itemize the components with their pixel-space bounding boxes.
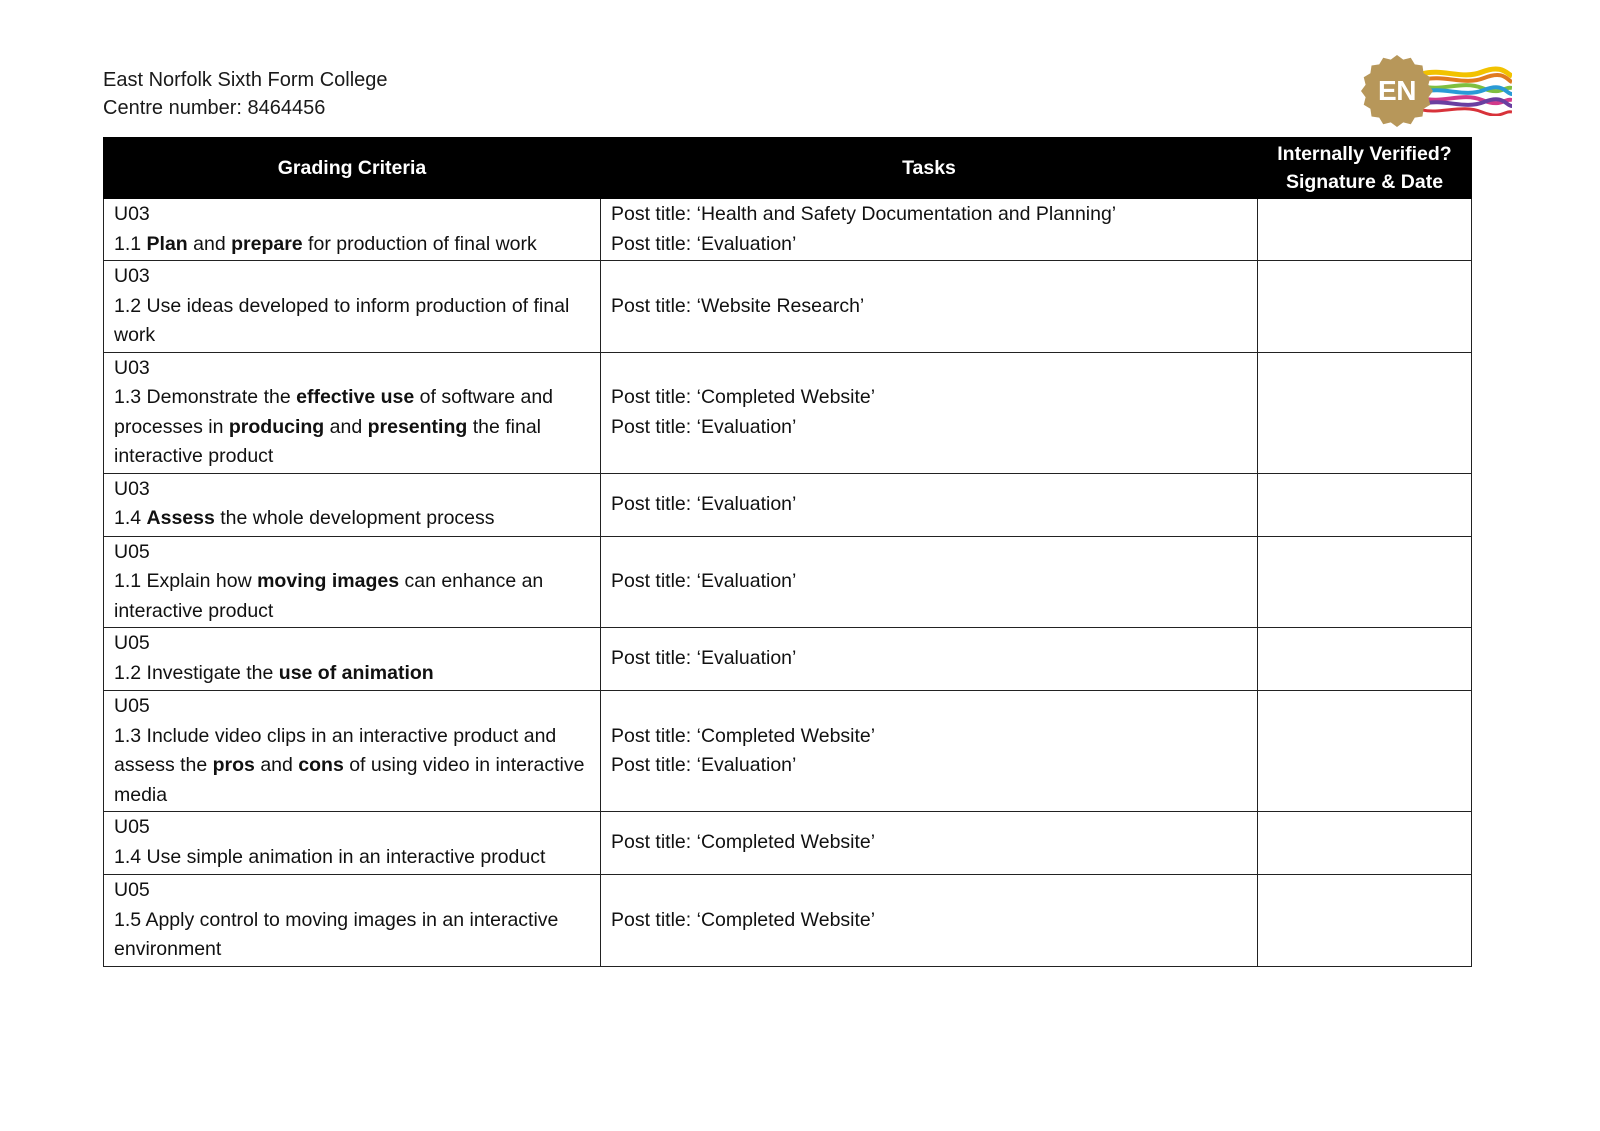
tasks-cell — [601, 812, 1258, 875]
criterion-segment: 1.4 Use simple animation in an interactive product — [114, 845, 546, 868]
criterion-text — [114, 504, 590, 534]
tasks-cell — [601, 875, 1258, 967]
table-row — [104, 875, 1472, 967]
verification-signature-cell[interactable] — [1258, 199, 1472, 261]
grading-criterion-cell — [104, 628, 601, 691]
grading-criteria-table — [103, 137, 1472, 967]
tasks-cell — [601, 352, 1258, 473]
header-internally-verified — [1258, 138, 1472, 199]
criterion-keyword: prepare — [231, 232, 303, 255]
criterion-keyword: presenting — [367, 415, 468, 438]
criterion-segment: of software and processes in — [114, 386, 554, 438]
unit-code: U05 — [114, 632, 150, 654]
task-post-title: Post title: ‘Evaluation’ — [611, 232, 797, 255]
task-post-title: Post title: ‘Completed Website’ — [611, 724, 876, 747]
verification-signature-cell[interactable] — [1258, 875, 1472, 967]
grading-criterion-cell — [104, 875, 601, 967]
criterion-text — [114, 722, 590, 811]
unit-code: U05 — [114, 540, 150, 563]
criterion-segment: and — [254, 754, 299, 776]
criterion-keyword: pros — [212, 754, 255, 776]
task-post-title: Post title: ‘Health and Safety Documentation and Planning’ — [611, 203, 1117, 225]
tasks-cell — [601, 691, 1258, 812]
logo-text: EN — [1378, 75, 1416, 106]
tasks-cell — [601, 261, 1258, 353]
unit-code: U03 — [114, 265, 150, 287]
task-post-title: Post title: ‘Completed Website’ — [611, 908, 876, 931]
grading-criterion-cell — [104, 199, 601, 261]
table-row — [104, 199, 1472, 261]
grading-criterion-cell — [104, 352, 601, 473]
criterion-segment: the whole development process — [214, 507, 495, 529]
criterion-keyword: effective use — [296, 386, 415, 408]
table-row — [104, 536, 1472, 628]
table-row — [104, 812, 1472, 875]
criterion-text — [114, 292, 590, 351]
task-post-title: Post title: ‘Evaluation’ — [611, 754, 797, 776]
table-body — [104, 199, 1472, 967]
criterion-segment: 1.1 — [114, 232, 147, 255]
table-row — [104, 352, 1472, 473]
criterion-segment: 1.4 — [114, 507, 147, 529]
criterion-text — [114, 659, 590, 689]
criterion-keyword: moving images — [257, 570, 400, 592]
criterion-text — [114, 230, 590, 260]
header-tasks: Tasks — [601, 138, 1258, 199]
criterion-segment: 1.5 Apply control to moving images in an interactive environment — [114, 908, 559, 960]
criterion-segment: 1.3 Include video clips in an interactive product and assess the — [114, 724, 557, 776]
verification-signature-cell[interactable] — [1258, 812, 1472, 875]
unit-code: U03 — [114, 203, 150, 225]
task-post-title: Post title: ‘Evaluation’ — [611, 415, 797, 438]
criterion-text — [114, 843, 590, 873]
verification-signature-cell[interactable] — [1258, 536, 1472, 628]
unit-code: U05 — [114, 879, 150, 901]
unit-code: U03 — [114, 477, 150, 500]
criterion-segment: can enhance an interactive product — [114, 570, 544, 622]
criterion-keyword: use of animation — [278, 661, 434, 684]
criterion-segment: and — [324, 415, 368, 438]
unit-code: U05 — [114, 695, 150, 717]
criterion-segment: 1.1 Explain how — [114, 570, 258, 592]
criterion-keyword: producing — [228, 415, 325, 438]
table-row — [104, 628, 1472, 691]
criterion-segment: 1.3 Demonstrate the — [114, 386, 297, 408]
logo-ribbons-graphic — [1422, 66, 1512, 116]
tasks-cell — [601, 199, 1258, 261]
task-post-title: Post title: ‘Completed Website’ — [611, 386, 876, 408]
grading-criterion-cell — [104, 261, 601, 353]
verification-signature-cell[interactable] — [1258, 261, 1472, 353]
criterion-segment: and — [187, 232, 232, 255]
header-grading-criteria: Grading Criteria — [104, 138, 601, 199]
grading-criterion-cell — [104, 691, 601, 812]
task-post-title: Post title: ‘Evaluation’ — [611, 492, 797, 515]
unit-code: U05 — [114, 816, 150, 838]
criterion-text — [114, 906, 590, 965]
criterion-keyword: Plan — [146, 232, 188, 255]
task-post-title: Post title: ‘Evaluation’ — [611, 570, 797, 592]
verification-signature-cell[interactable] — [1258, 352, 1472, 473]
table-row — [104, 691, 1472, 812]
table-header-row — [104, 138, 1472, 199]
criterion-keyword: Assess — [146, 507, 215, 529]
verification-signature-cell[interactable] — [1258, 691, 1472, 812]
college-logo — [1360, 52, 1510, 134]
criterion-segment: 1.2 Investigate the — [114, 661, 279, 684]
criterion-segment: the final interactive product — [114, 415, 541, 467]
criterion-text — [114, 383, 590, 472]
criterion-keyword: cons — [298, 754, 344, 776]
grading-criterion-cell — [104, 536, 601, 628]
task-post-title: Post title: ‘Evaluation’ — [611, 647, 797, 670]
criterion-segment: of using video in interactive media — [114, 754, 585, 806]
criterion-segment: 1.2 Use ideas developed to inform production of final work — [114, 294, 570, 346]
document-header — [103, 66, 388, 122]
verification-signature-cell[interactable] — [1258, 473, 1472, 536]
centre-number: Centre number: 8464456 — [103, 97, 326, 119]
table-row — [104, 261, 1472, 353]
table-row — [104, 473, 1472, 536]
unit-code: U03 — [114, 356, 150, 379]
verification-signature-cell[interactable] — [1258, 628, 1472, 691]
task-post-title: Post title: ‘Completed Website’ — [611, 831, 876, 854]
criterion-segment: for production of final work — [302, 232, 537, 255]
criterion-text — [114, 567, 590, 626]
grading-criterion-cell — [104, 812, 601, 875]
tasks-cell — [601, 628, 1258, 691]
header-verified-line1: Internally Verified? — [1277, 143, 1452, 165]
tasks-cell — [601, 473, 1258, 536]
grading-criterion-cell — [104, 473, 601, 536]
college-name: East Norfolk Sixth Form College — [103, 69, 388, 91]
tasks-cell — [601, 536, 1258, 628]
header-verified-line2: Signature & Date — [1285, 171, 1444, 193]
task-post-title: Post title: ‘Website Research’ — [611, 294, 865, 317]
